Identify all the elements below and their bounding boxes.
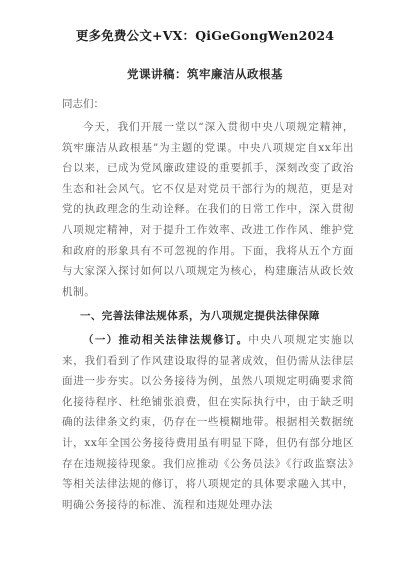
promo-banner: 更多免费公文+VX：QiGeGongWen2024 (75, 28, 335, 43)
intro-paragraph: 今天，我们开展一堂以“深入贯彻中央八项规定精神，筑牢廉洁从政根基”为主题的党课。中央八项规定自xx年出台以来，已成为党风廉政建设的重要抓手，深刻改变了政治生态和社会风气。它不仅是对党员干部行为的规范，更是对党的执政理念的生动诠释。在我们的日常工作中，深入贯彻八项规定精神，对于提升工作效率、改进工作作风、维护党和政府的形象具有不可忽视的作用。下面，我将从五个方面与大家深入探讨如何以八项规定为核心，构建廉洁从政长效机制。 (62, 121, 354, 298)
section-paragraph (62, 330, 354, 515)
document-title: 党课讲稿：筑牢廉洁从政根基 (127, 67, 283, 81)
section-heading: 一、完善法律法规体系，为八项规定提供法律保障 (80, 310, 320, 322)
salutation: 同志们： (62, 98, 104, 110)
subsection-body: 中央八项规定实施以来，我们看到了作风建设取得的显著成效，但仍需从法律层面进一步夯实。以公务接待为例，虽然八项规定明确要求简化接待程序、杜绝铺张浪费，但在实际执行中，由于缺乏明确的法律条文约束，仍存在一些模糊地带。根据相关数据统计，xx年全国公务接待费用虽有明显下降，但仍有部分地区存在违规接待现象。我们应推动《公务员法》《行政监察法》等相关法律法规的修订，将八项规定的具体要求融入其中，明确公务接待的标准、流程和违规处理办法 (62, 334, 354, 511)
subsection-heading: （一）推动相关法律法规修订。 (83, 334, 249, 346)
